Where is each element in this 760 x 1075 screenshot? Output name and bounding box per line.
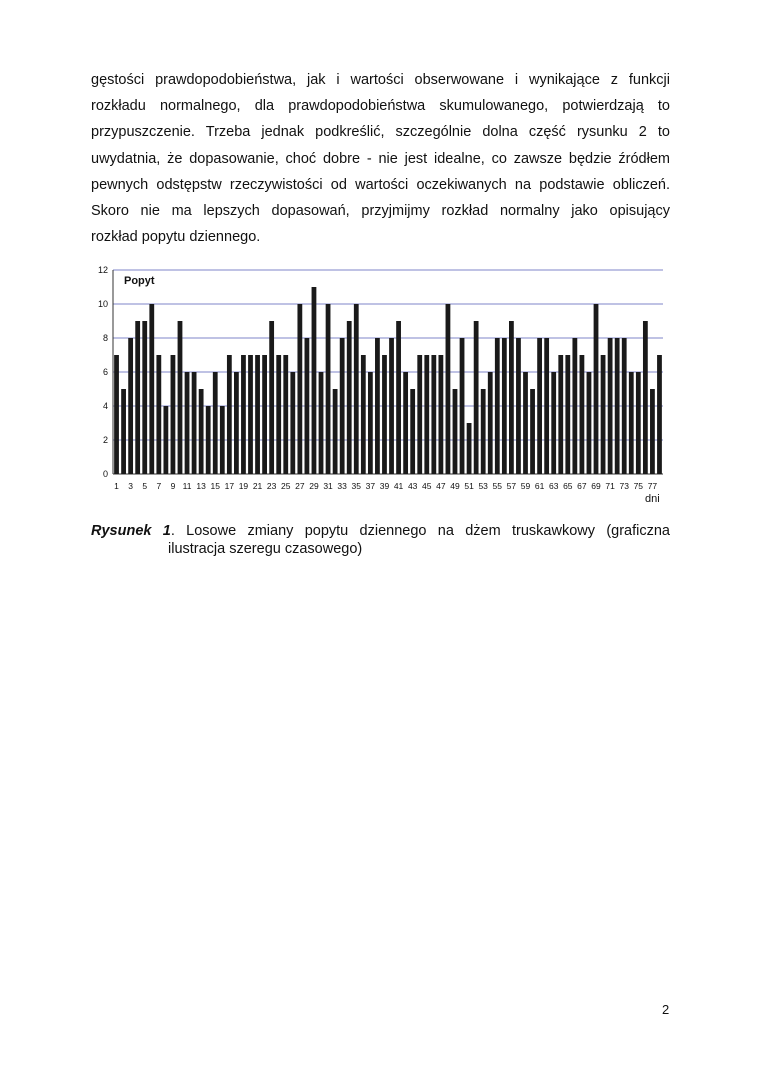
caption-line-1: [91, 522, 670, 540]
x-axis-label: dni: [645, 493, 660, 504]
page-number: 2: [662, 1002, 670, 1017]
bar: [276, 355, 281, 474]
bar: [213, 372, 218, 474]
x-tick-label: 31: [323, 481, 333, 491]
x-tick-label: 3: [128, 481, 133, 491]
bar: [156, 355, 161, 474]
x-tick-label: 9: [170, 481, 176, 491]
x-tick-label: 77: [647, 481, 658, 491]
bar: [643, 321, 648, 474]
bar: [171, 355, 176, 474]
bar: [135, 321, 140, 474]
bar: [149, 304, 154, 474]
bar: [438, 355, 443, 474]
bar: [580, 355, 585, 474]
paragraph-line: rozkładu normalnego, dla prawdopodobieństwa skumulowanego, potwierdzają to: [91, 98, 670, 115]
bar: [262, 355, 267, 474]
bar: [594, 304, 599, 474]
x-tick-label: 65: [563, 481, 573, 491]
x-tick-label: 37: [365, 481, 376, 491]
x-tick-label: 27: [295, 481, 305, 491]
bar: [185, 372, 190, 474]
bar: [121, 389, 126, 474]
bar: [142, 321, 147, 474]
chart-svg: [91, 262, 671, 504]
bar: [375, 338, 380, 474]
bar: [636, 372, 641, 474]
paragraph-line: Skoro nie ma lepszych dopasowań, przyjmijmy rozkład normalny jako opisujący: [91, 203, 670, 220]
bar: [396, 321, 401, 474]
x-tick-label: 29: [309, 481, 319, 491]
bar: [368, 372, 373, 474]
x-tick-label: 49: [450, 481, 460, 491]
bar: [312, 287, 317, 474]
bar: [297, 304, 302, 474]
bar: [537, 338, 542, 474]
bar: [305, 338, 310, 474]
bar: [114, 355, 119, 474]
bar: [424, 355, 429, 474]
bar: [382, 355, 387, 474]
paragraph-line: gęstości prawdopodobieństwa, jak i wartości obserwowane i wynikające z funkcji: [91, 72, 670, 88]
x-tick-label: 57: [506, 481, 517, 491]
x-tick-label: 15: [210, 481, 220, 491]
paragraph-line: uwydatnia, że dopasowanie, choć dobre - nie jest idealne, co zawsze będzie źródłem: [91, 150, 670, 167]
bar: [446, 304, 451, 474]
y-tick-label: 6: [102, 367, 108, 377]
x-tick-label: 5: [142, 481, 148, 491]
bar: [283, 355, 288, 474]
x-tick-label: 41: [393, 481, 404, 491]
bar: [340, 338, 345, 474]
bar: [615, 338, 620, 474]
x-tick-label: 11: [182, 481, 192, 491]
bar: [502, 338, 507, 474]
caption-label: Rysunek 1: [91, 523, 171, 539]
y-tick-label: 4: [102, 401, 108, 411]
x-tick-label: 45: [422, 481, 432, 491]
x-tick-label: 43: [407, 481, 418, 491]
bar: [467, 423, 472, 474]
x-tick-label: 25: [281, 481, 291, 491]
bar: [431, 355, 436, 474]
y-tick-label: 12: [97, 265, 108, 275]
x-tick-label: 1: [114, 481, 119, 491]
bar: [516, 338, 521, 474]
x-tick-label: 69: [591, 481, 601, 491]
bar: [347, 321, 352, 474]
bar: [361, 355, 366, 474]
bar: [488, 372, 493, 474]
x-tick-label: 67: [577, 481, 587, 491]
caption-text-1: . Losowe zmiany popytu dziennego na dżem truskawkowy (graficzna: [170, 523, 670, 539]
bar: [128, 338, 133, 474]
bar: [523, 372, 528, 474]
y-tick-label: 0: [102, 469, 108, 479]
x-tick-label: 19: [238, 481, 249, 491]
demand-bar-chart: [91, 262, 671, 504]
bar: [551, 372, 556, 474]
bar: [650, 389, 655, 474]
bar: [601, 355, 606, 474]
bar: [565, 355, 570, 474]
y-tick-label: 8: [102, 333, 108, 343]
x-tick-label: 63: [548, 481, 559, 491]
bar: [622, 338, 627, 474]
bar: [248, 355, 253, 474]
x-tick-label: 23: [266, 481, 277, 491]
x-tick-label: 51: [464, 481, 474, 491]
bar: [417, 355, 422, 474]
bar: [481, 389, 486, 474]
bar: [163, 406, 168, 474]
bar: [530, 389, 535, 474]
bar: [558, 355, 563, 474]
bar: [269, 321, 274, 474]
paragraph-line: pewnych odstępstw rzeczywistości od wartości oczekiwanych na podstawie obliczeń.: [91, 176, 670, 193]
body-paragraph: [91, 67, 670, 250]
bar: [608, 338, 613, 474]
bar: [389, 338, 394, 474]
x-tick-label: 35: [351, 481, 362, 491]
bar: [319, 372, 324, 474]
x-tick-label: 71: [605, 481, 615, 491]
paragraph-line: przypuszczenie. Trzeba jednak podkreślić, szczególnie dolna część rysunku 2 to: [91, 124, 670, 141]
bar: [333, 389, 338, 474]
bar: [657, 355, 662, 474]
x-tick-label: 33: [337, 481, 347, 491]
bar: [192, 372, 197, 474]
x-tick-label: 39: [379, 481, 390, 491]
bar: [495, 338, 500, 474]
x-tick-label: 59: [520, 481, 531, 491]
paragraph-line: rozkład popytu dziennego.: [91, 229, 261, 246]
bar: [255, 355, 260, 474]
bar: [460, 338, 465, 474]
x-tick-label: 47: [436, 481, 446, 491]
bar: [234, 372, 239, 474]
bar: [220, 406, 225, 474]
bar: [206, 406, 211, 474]
x-tick-label: 75: [633, 481, 644, 491]
figure-caption: [91, 522, 670, 558]
caption-line-2: ilustracja szeregu czasowego): [168, 541, 363, 557]
bar: [227, 355, 232, 474]
bar: [453, 389, 458, 474]
x-tick-label: 53: [478, 481, 488, 491]
bar: [199, 389, 204, 474]
x-tick-label: 7: [156, 481, 162, 491]
x-tick-label: 73: [619, 481, 629, 491]
x-tick-label: 21: [252, 481, 263, 491]
x-tick-label: 55: [492, 481, 503, 491]
bar: [474, 321, 479, 474]
bar: [178, 321, 183, 474]
x-tick-label: 17: [224, 481, 235, 491]
bar: [587, 372, 592, 474]
bar: [410, 389, 415, 474]
y-axis-label: Popyt: [124, 275, 155, 287]
x-tick-label: 61: [534, 481, 545, 491]
y-tick-label: 10: [97, 299, 108, 309]
bar: [326, 304, 331, 474]
y-tick-label: 2: [102, 435, 108, 445]
bar: [403, 372, 408, 474]
bar: [509, 321, 514, 474]
x-tick-label: 13: [196, 481, 206, 491]
bar: [629, 372, 634, 474]
bar: [290, 372, 295, 474]
bar: [354, 304, 359, 474]
bar: [572, 338, 577, 474]
bar: [241, 355, 246, 474]
bar: [544, 338, 549, 474]
